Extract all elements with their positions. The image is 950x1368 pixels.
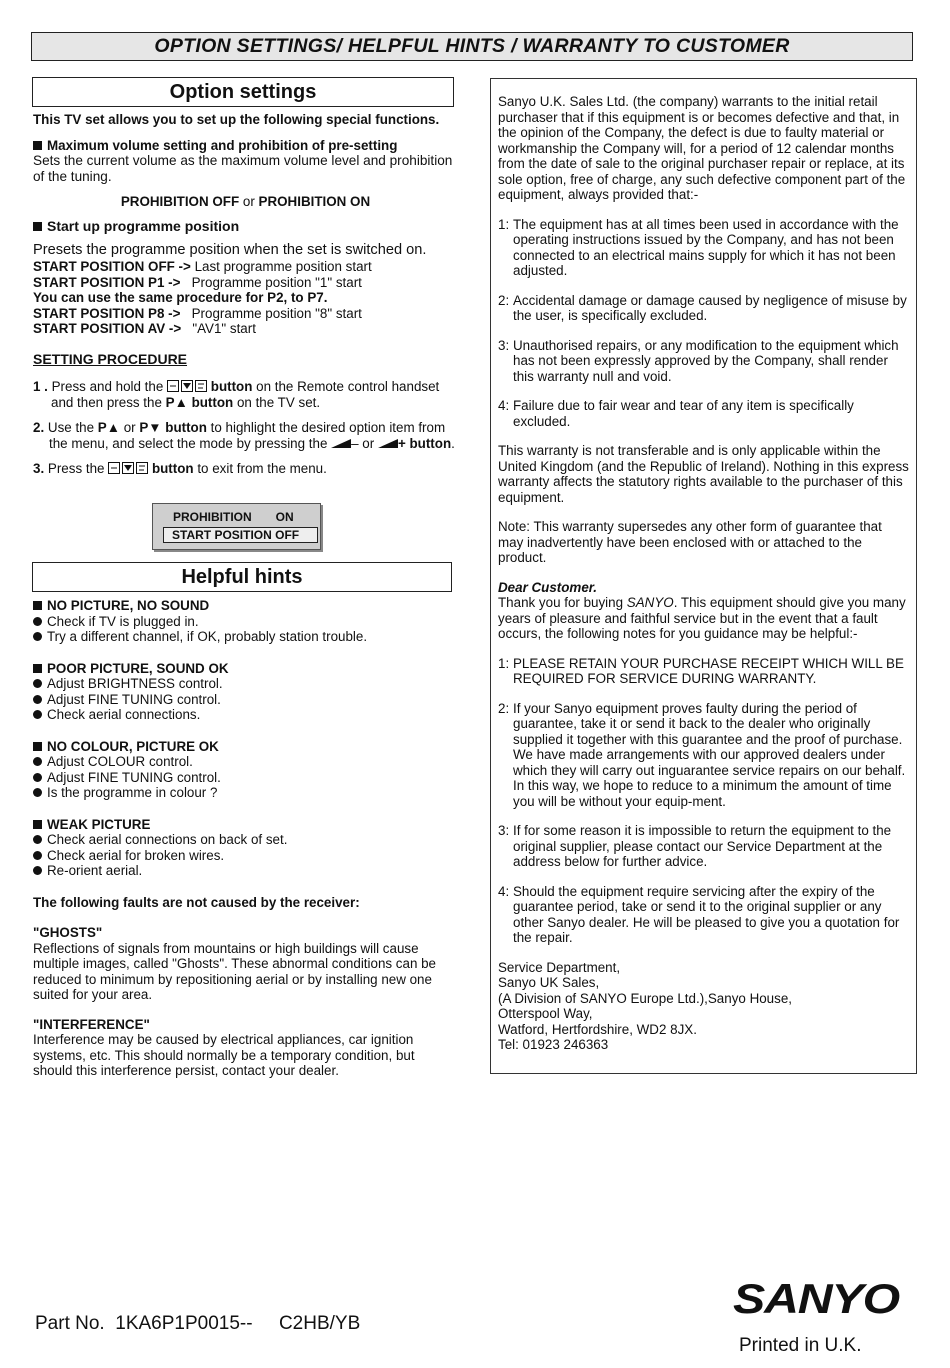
hint-heading-text: POOR PICTURE, SOUND OK — [47, 660, 229, 676]
osd-row-start-position: START POSITION OFF — [163, 527, 318, 543]
ghosts-heading: "GHOSTS" — [33, 925, 103, 940]
note-number: 4: — [498, 883, 510, 899]
hint-item-text: Is the programme in colour ? — [47, 785, 218, 800]
step-text: or — [123, 420, 136, 435]
hint-item-text: Adjust FINE TUNING control. — [47, 769, 221, 785]
startup-row — [33, 306, 458, 322]
helpful-hints-body — [33, 598, 453, 1079]
condition-number: 4: — [498, 398, 510, 413]
step-text: P▲ — [97, 420, 120, 435]
hint-item — [33, 614, 453, 630]
warranty-body — [498, 94, 910, 1053]
bullet-icon — [33, 679, 42, 688]
prohibition-on: PROHIBITION ON — [258, 194, 371, 209]
startup-heading-text: Start up programme position — [47, 217, 240, 234]
warranty-transfer: This warranty is not transferable and is only applicable within the United Kingdom (and the Republic of Ireland). Nothing in this express warranty affects the statutory rights available to the purchaser of this equipment. — [498, 443, 909, 505]
note-text: If for some reason it is impossible to return the equipment to the original supplier, please contact our Service Department at the address below for further advice. — [513, 823, 892, 869]
warranty-intro: Sanyo U.K. Sales Ltd. (the company) warrants to the initial retail purchaser that if this equipment is or becomes defective and that, in the opinion of the Company, the defect is due to faulty material or workmanship the Company will, for a period of 12 calendar months from the date of sale to the original purchaser repair or replace, at its sole option, free of charge, any such defective component part of the equipment, always provided that:- — [498, 94, 906, 202]
max-volume-heading-text: Maximum volume setting and prohibition of pre-setting — [47, 137, 398, 153]
startup-row-label: START POSITION P8 -> — [33, 305, 181, 321]
square-bullet-icon — [33, 601, 42, 610]
square-bullet-icon — [33, 664, 42, 673]
startup-row-label: START POSITION AV -> — [33, 321, 182, 336]
step-text: to highlight the desired option item from the menu, and select the mode by pressing the — [49, 420, 446, 451]
startup-row — [33, 275, 458, 291]
hint-item-text: Check if TV is plugged in. — [47, 613, 199, 629]
hint-group — [33, 817, 453, 879]
hint-item-text: Check aerial connections on back of set. — [47, 832, 288, 847]
thanks-b: . This equipment should give you many years of pleasure and faithful service but in the event that a fault occurs, the following notes for you guidance may be helpful:- — [498, 595, 906, 641]
hint-group — [33, 598, 453, 645]
startup-heading — [33, 219, 458, 235]
volume-down-icon — [331, 439, 351, 448]
hint-item — [33, 692, 453, 708]
warranty-condition — [498, 398, 910, 429]
hint-item-text: Adjust FINE TUNING control. — [47, 691, 221, 707]
dear-customer: Dear Customer. — [498, 579, 597, 595]
bullet-icon — [33, 773, 42, 782]
step-text: button — [151, 461, 194, 476]
step-text: – or — [351, 435, 375, 451]
warranty-note: Note: This warranty supersedes any other form of guarantee that may inadvertently have been enclosed with or attached to the product. — [498, 519, 882, 565]
hint-item-text: Check aerial connections. — [47, 707, 201, 722]
warranty-condition — [498, 293, 910, 324]
step-text: + button — [397, 435, 452, 451]
osd-value: ON — [275, 510, 294, 524]
prohibition-off: PROHIBITION OFF — [120, 194, 240, 209]
procedure-step-3 — [33, 461, 458, 477]
hint-item — [33, 785, 453, 801]
note-text: If your Sanyo equipment proves faulty during the period of guarantee, take it or send it back to the dealer who originally supplied it together with this guarantee and the proof of purchase. We have made arrangements with our approved dealers under which they will carry out inguarantee service repairs on our behalf. In this way, we hope to reduce to a minimum the amount of time you will be without your equip-ment. — [513, 700, 906, 809]
bullet-icon — [33, 866, 42, 875]
square-bullet-icon — [33, 222, 42, 231]
startup-row-value: Programme position "8" start — [191, 305, 362, 321]
max-volume-heading — [33, 138, 458, 154]
hint-item — [33, 754, 453, 770]
osd-menu-illustration — [152, 503, 321, 550]
address-line: (A Division of SANYO Europe Ltd.),Sanyo House, — [498, 990, 792, 1006]
hint-item — [33, 863, 453, 879]
hint-item — [33, 832, 453, 848]
address-line: Watford, Hertfordshire, WD2 8JX. — [498, 1021, 697, 1037]
address-line: Sanyo UK Sales, — [498, 975, 600, 990]
startup-row-label: START POSITION P1 -> — [33, 274, 181, 290]
step-text: P▲ button — [165, 394, 234, 410]
faults-heading: The following faults are not caused by the receiver: — [33, 894, 360, 910]
bullet-icon — [33, 757, 42, 766]
step-text: . — [451, 435, 455, 451]
hint-heading-text: WEAK PICTURE — [47, 816, 151, 832]
square-bullet-icon — [33, 742, 42, 751]
startup-rows — [33, 259, 458, 337]
option-intro: This TV set allows you to set up the following special functions. — [33, 112, 440, 127]
setting-procedure-heading: SETTING PROCEDURE — [33, 350, 188, 367]
max-volume-text: Sets the current volume as the maximum volume level and prohibition of the tuning. — [33, 153, 453, 184]
hint-group — [33, 739, 453, 801]
ghosts-text: Reflections of signals from mountains or high buildings will cause multiple images, called "Ghosts". These abnormal conditions can be reduced to minimum by repositioning aerial or by installing new one suited for your area. — [33, 940, 437, 1002]
bullet-icon — [33, 632, 42, 641]
startup-row-label: You can use the same procedure for P2, to P7. — [33, 290, 328, 305]
step-text: to exit from the menu. — [197, 461, 327, 476]
procedure-step-1 — [33, 379, 458, 410]
hint-item-text: Adjust BRIGHTNESS control. — [47, 676, 223, 691]
condition-text: The equipment has at all times been used in accordance with the operating instructions issued by the Company, and has not been connected to an electrical mains supply for which it has not been adjusted. — [513, 216, 899, 278]
note-text: Should the equipment require servicing after the expiry of the guarantee period, take or send it to the original supplier or any other Sanyo dealer. He will be pleased to give you a quotation for the repair. — [513, 883, 900, 945]
condition-text: Unauthorised repairs, or any modification to the equipment which has not been expressly approved by the Company, shall render this warranty null and void. — [513, 337, 899, 384]
condition-text: Failure due to fair wear and tear of any item is specifically excluded. — [513, 398, 854, 429]
step-text: on the TV set. — [236, 394, 321, 410]
step-number: 1 . — [33, 379, 48, 394]
startup-row-value: "AV1" start — [192, 321, 256, 336]
startup-row-value: Programme position "1" start — [191, 274, 362, 290]
bullet-icon — [33, 788, 42, 797]
hint-item — [33, 770, 453, 786]
step-text: button — [210, 379, 253, 394]
hint-heading — [33, 739, 453, 755]
bullet-icon — [33, 617, 42, 626]
page-title: OPTION SETTINGS/ HELPFUL HINTS / WARRANTY TO CUSTOMER — [31, 32, 913, 61]
or-text: or — [242, 194, 255, 209]
step-text: Use the — [47, 420, 95, 435]
warranty-condition — [498, 338, 910, 385]
startup-row-value: Last programme position start — [194, 259, 372, 274]
hint-heading — [33, 661, 453, 677]
startup-text: Presets the programme position when the set is switched on. — [33, 242, 427, 258]
thanks-a: Thank you for buying — [498, 595, 624, 610]
customer-note — [498, 884, 910, 946]
procedure-step-2 — [33, 420, 458, 451]
hint-item — [33, 676, 453, 692]
remote-menu-button-icon — [108, 462, 148, 474]
hint-item-text: Check aerial for broken wires. — [47, 847, 225, 863]
hint-item-text: Re-orient aerial. — [47, 863, 143, 878]
step-text: P▼ button — [139, 420, 207, 435]
address-line: Tel: 01923 246363 — [498, 1037, 609, 1052]
sanyo-logo: SANYO — [733, 1275, 900, 1322]
hint-item — [33, 629, 453, 645]
note-text: PLEASE RETAIN YOUR PURCHASE RECEIPT WHICH WILL BE REQUIRED FOR SERVICE DURING WARRANTY. — [513, 655, 904, 686]
bullet-icon — [33, 835, 42, 844]
volume-up-icon — [378, 439, 398, 448]
startup-row — [33, 259, 458, 275]
startup-row — [33, 321, 458, 337]
condition-text: Accidental damage or damage caused by negligence of misuse by the user, is specifically excluded. — [513, 292, 907, 323]
prohibition-options — [33, 194, 458, 210]
startup-row — [33, 290, 458, 306]
hint-item-text: Adjust COLOUR control. — [47, 754, 193, 769]
step-text: on the Remote control handset and then press the — [51, 379, 440, 410]
thanks-text — [498, 595, 910, 642]
step-text: Press the — [47, 461, 105, 476]
square-bullet-icon — [33, 820, 42, 829]
hint-heading-text: NO PICTURE, NO SOUND — [47, 598, 210, 613]
address-line: Service Department, — [498, 959, 621, 975]
thanks-brand: SANYO — [626, 595, 674, 610]
hint-heading — [33, 598, 453, 614]
warranty-condition — [498, 217, 910, 279]
interference-heading: "INTERFERENCE" — [33, 1016, 150, 1032]
hint-item — [33, 848, 453, 864]
service-address — [498, 960, 910, 1053]
customer-note — [498, 701, 910, 810]
osd-label: PROHIBITION — [173, 510, 252, 524]
condition-number: 2: — [498, 292, 510, 308]
option-settings-title: Option settings — [32, 77, 454, 107]
bullet-icon — [33, 851, 42, 860]
startup-row-label: START POSITION OFF -> — [33, 259, 191, 274]
interference-text: Interference may be caused by electrical appliances, car ignition systems, etc. This should normally be a temporary condition, but should this interference persist, contact your dealer. — [33, 1032, 415, 1078]
hint-group — [33, 661, 453, 723]
step-number: 2. — [33, 420, 45, 435]
hint-item-text: Try a different channel, if OK, probably station trouble. — [47, 629, 368, 644]
condition-number: 1: — [498, 216, 510, 232]
customer-note — [498, 656, 910, 687]
square-bullet-icon — [33, 141, 42, 150]
bullet-icon — [33, 695, 42, 704]
step-number: 3. — [33, 461, 45, 476]
helpful-hints-title: Helpful hints — [32, 562, 452, 592]
hint-heading — [33, 817, 453, 833]
printed-in: Printed in U.K. — [739, 1335, 862, 1356]
osd-row-prohibition — [173, 510, 294, 524]
address-line: Otterspool Way, — [498, 1006, 593, 1021]
note-number: 1: — [498, 655, 510, 671]
remote-menu-button-icon — [167, 380, 207, 392]
condition-number: 3: — [498, 337, 510, 353]
note-number: 3: — [498, 823, 510, 838]
step-text: Press and hold the — [51, 379, 164, 394]
hint-heading-text: NO COLOUR, PICTURE OK — [47, 738, 219, 754]
customer-note — [498, 823, 910, 870]
note-number: 2: — [498, 700, 510, 716]
hint-item — [33, 707, 453, 723]
bullet-icon — [33, 710, 42, 719]
part-number: Part No. 1KA6P1P0015-- C2HB/YB — [35, 1313, 361, 1334]
option-settings-body — [33, 112, 458, 477]
